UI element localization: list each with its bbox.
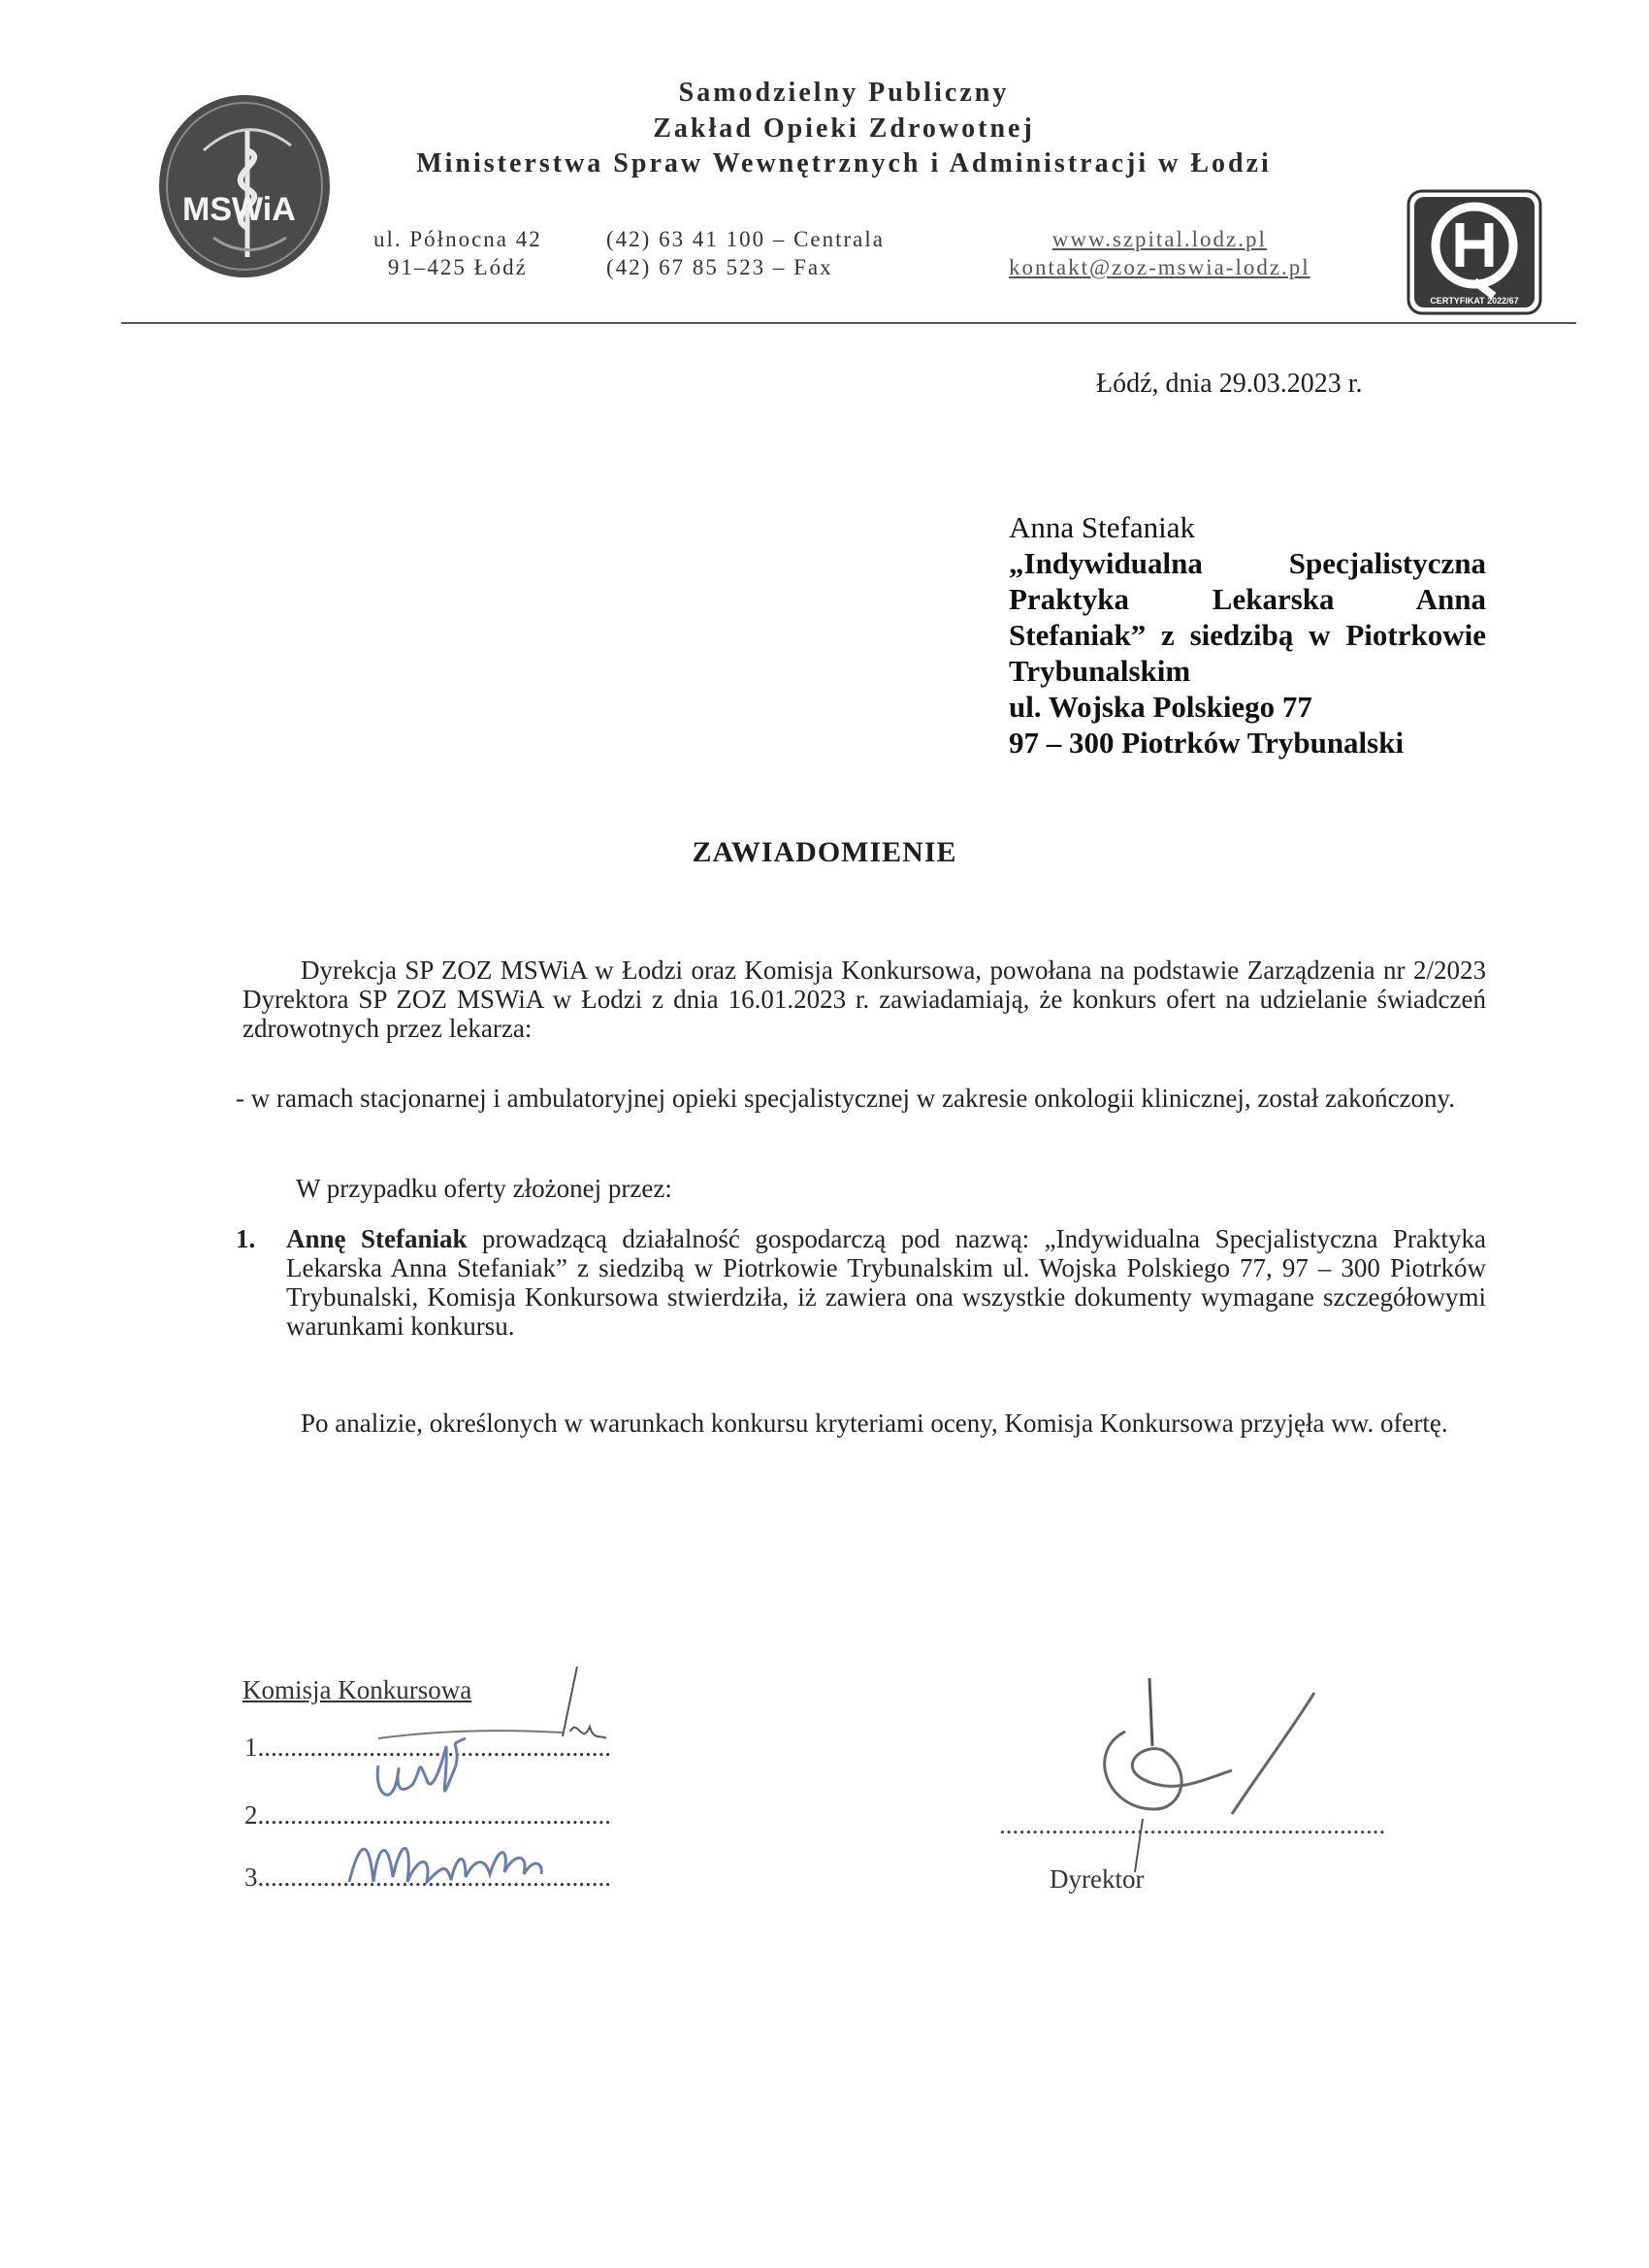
signature-stroke-6 — [1149, 1678, 1152, 1746]
signature-dots: ..................................................... — [264, 1863, 611, 1892]
phone-fax: (42) 67 85 523 – Fax — [606, 255, 833, 279]
recipient-line2: Praktyka Lekarska Anna — [1009, 582, 1486, 616]
signature-line-number: 3. — [244, 1863, 265, 1892]
address-street: ul. Północna 42 — [373, 227, 542, 251]
quality-certificate-badge — [1406, 189, 1542, 315]
org-address — [373, 225, 542, 281]
offer-item-description: prowadzącą działalność gospodarczą pod nazwą: „Indywidualna Specjalistyczna Praktyka Lekarska Anna Stefaniak” z siedzibą w Piotrkowie Trybunalskim ul. Wojska Polskiego 77, 97 – 300 Piotrków Trybunalski, Komisja Konkursowa stwierdziła, iż zawiera ona wszystkie dokumenty wymagane szczegółowymi warunkami konkursu. — [286, 1224, 1486, 1341]
org-name-line3: Ministerstwa Spraw Wewnętrznych i Administracji w Łodzi — [416, 148, 1272, 178]
commission-signature-line-1 — [244, 1733, 611, 1763]
recipient-city: 97 – 300 Piotrków Trybunalski — [1009, 726, 1405, 760]
offer-item-name: Annę Stefaniak — [286, 1224, 468, 1253]
org-name-line1: Samodzielny Publiczny — [678, 78, 1010, 108]
body-paragraph-1: Dyrekcja SP ZOZ MSWiA w Łodzi oraz Komisja Konkursowa, powołana na podstawie Zarządzenia nr 2/2023 Dyrektora SP ZOZ MSWiA w Łodzi z dnia 16.01.2023 r. zawiadamiają, że konkurs ofert na udzielanie świadczeń zdrowotnych przez lekarza: — [242, 956, 1486, 1043]
offer-list-item — [236, 1224, 1486, 1341]
recipient-block — [1009, 509, 1486, 761]
offer-item-text — [286, 1224, 1486, 1341]
director-signature-line: ........................................................... — [999, 1810, 1386, 1839]
offer-item-number: 1. — [236, 1224, 256, 1253]
director-label: Dyrektor — [1050, 1864, 1145, 1894]
body-dash-item: - w ramach stacjonarnej i ambulatoryjnej opieki specjalistycznej w zakresie onkologii klinicznej, został zakończony. — [236, 1084, 1456, 1113]
commission-heading: Komisja Konkursowa — [242, 1675, 472, 1704]
body-paragraph-3: Po analizie, określonych w warunkach konkursu kryteriami oceny, Komisja Konkursowa przyjęła ww. ofertę. — [301, 1409, 1448, 1438]
document-date: Łódź, dnia 29.03.2023 r. — [1096, 369, 1363, 399]
mswia-logo — [155, 92, 335, 281]
document-title: ZAWIADOMIENIE — [692, 836, 957, 868]
recipient-line1: „Indywidualna Specjalistyczna — [1009, 546, 1486, 580]
org-name-line2: Zakład Opieki Zdrowotnej — [653, 113, 1035, 144]
commission-signature-line-3 — [244, 1863, 611, 1893]
address-city: 91–425 Łódź — [387, 255, 528, 279]
commission-signature-line-2 — [244, 1800, 611, 1831]
signature-dots: ..................................................... — [264, 1800, 611, 1830]
phone-central: (42) 63 41 100 – Centrala — [606, 227, 885, 251]
org-web-contact — [1009, 225, 1310, 281]
email-link[interactable]: kontakt@zoz-mswia-lodz.pl — [1009, 255, 1310, 279]
website-link[interactable]: www.szpital.lodz.pl — [1051, 227, 1267, 251]
body-paragraph-2: W przypadku oferty złożonej przez: — [296, 1174, 672, 1203]
signature-dots: ..................................................... — [264, 1733, 611, 1762]
svg-text:MSWiA: MSWiA — [182, 191, 296, 228]
recipient-line4: Trybunalskim — [1009, 654, 1191, 688]
header-divider — [121, 322, 1576, 324]
signature-line-number: 1. — [244, 1733, 265, 1762]
director-signature — [1048, 1673, 1339, 1877]
org-phones — [606, 225, 885, 281]
recipient-name: Anna Stefaniak — [1009, 510, 1195, 544]
svg-text:CERTYFIKAT 2022/67: CERTYFIKAT 2022/67 — [1430, 296, 1519, 306]
recipient-line3: Stefaniak” z siedzibą w Piotrkowie — [1009, 618, 1486, 652]
signature-stroke-1 — [563, 1667, 577, 1736]
recipient-street: ul. Wojska Polskiego 77 — [1009, 690, 1312, 724]
mswia-health-service-seal-icon — [155, 92, 335, 281]
signature-stroke-7 — [1105, 1732, 1232, 1809]
signature-line-number: 2. — [244, 1800, 265, 1830]
signature-stroke-8 — [1232, 1693, 1314, 1814]
quality-certificate-icon — [1406, 189, 1542, 315]
